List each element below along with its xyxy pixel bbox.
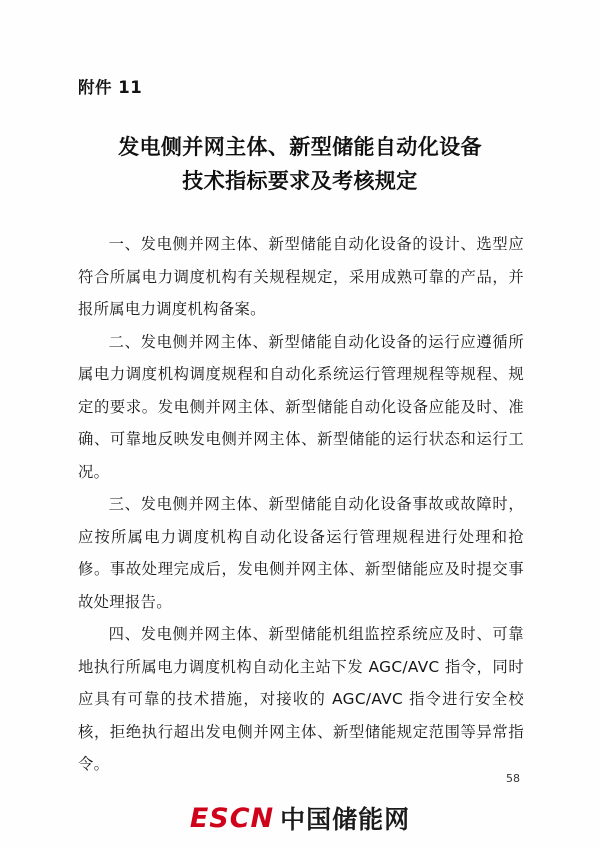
- watermark: [0, 800, 600, 840]
- paragraph-2: 二、发电侧并网主体、新型储能自动化设备的运行应遵循所属电力调度机构调度规程和自动化系统运行管理规程等规程、规定的要求。发电侧并网主体、新型储能自动化设备应能及时、准确、可靠地反映发电侧并网主体、新型储能的运行状态和运行工况。: [78, 332, 524, 481]
- attachment-label: 附件 11: [78, 78, 143, 97]
- page-number: 58: [506, 772, 520, 785]
- watermark-brand-cn: 中国储能网: [280, 805, 411, 834]
- page-title-line-1: 发电侧并网主体、新型储能自动化设备: [118, 135, 482, 159]
- paragraph-1: 一、发电侧并网主体、新型储能自动化设备的设计、选型应符合所属电力调度机构有关规程规定，采用成熟可靠的产品，并报所属电力调度机构备案。: [78, 235, 524, 318]
- page-title: [78, 130, 522, 198]
- page-title-line-2: 技术指标要求及考核规定: [182, 169, 418, 193]
- document-body: [78, 228, 524, 781]
- watermark-brand-latin: ESCN: [189, 802, 275, 834]
- paragraph-4: 四、发电侧并网主体、新型储能机组监控系统应及时、可靠地执行所属电力调度机构自动化主站下发 AGC/AVC 指令，同时应具有可靠的技术措施，对接收的 AGC/AVC 指令进行安全校核，拒绝执行超出发电侧并网主体、新型储能规定范围等异常指令。: [78, 625, 524, 773]
- paragraph-3: 三、发电侧并网主体、新型储能自动化设备事故或故障时，应按所属电力调度机构自动化设备运行管理规程进行处理和抢修。事故处理完成后，发电侧并网主体、新型储能应及时提交事故处理报告。: [78, 495, 524, 611]
